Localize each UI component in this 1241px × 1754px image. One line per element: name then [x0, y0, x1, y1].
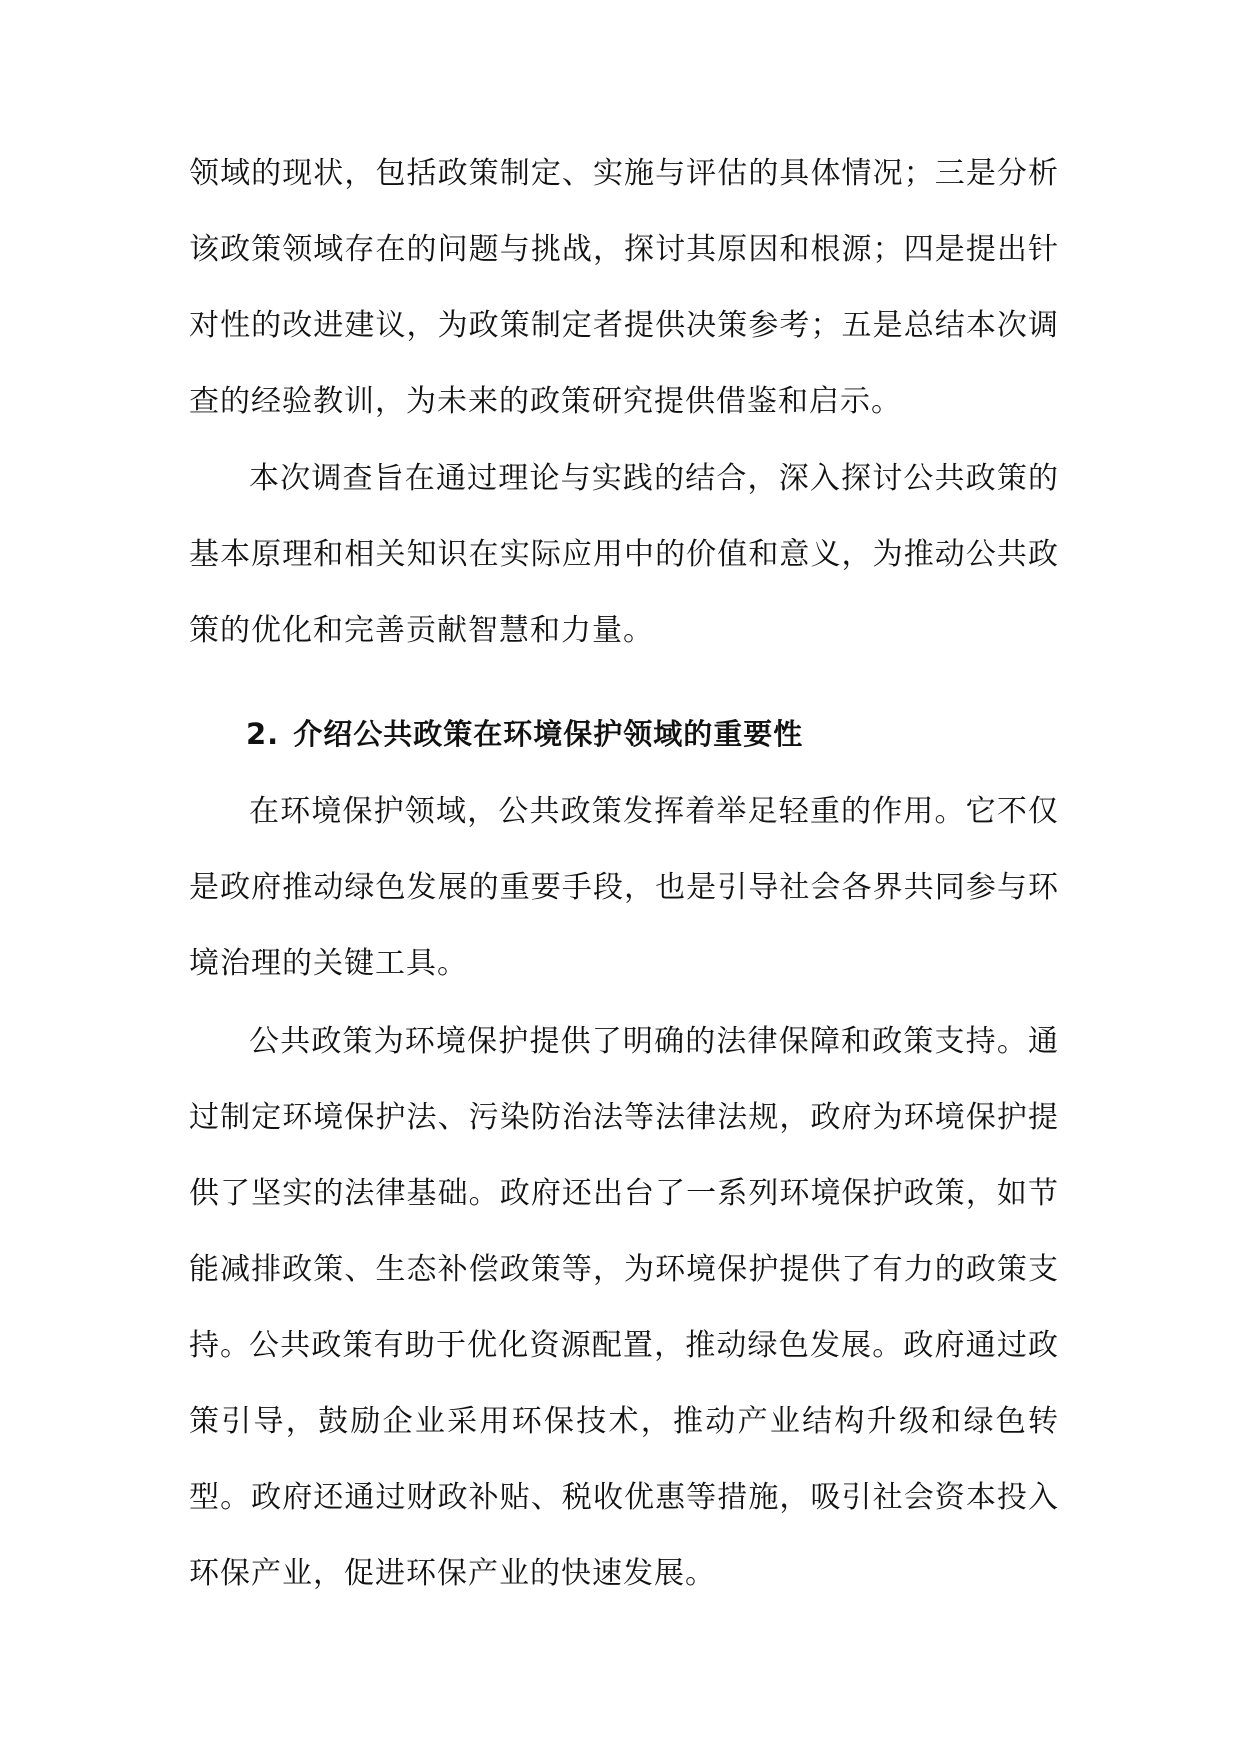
- paragraph-policy-role: 在环境保护领域，公共政策发挥着举足轻重的作用。它不仅是政府推动绿色发展的重要手段，也是引导社会各界共同参与环境治理的关键工具。: [189, 794, 1059, 981]
- section-number: 2.: [246, 717, 280, 751]
- section-title: 介绍公共政策在环境保护领域的重要性: [293, 717, 804, 751]
- paragraph-resource-allocation: 公共政策有助于优化资源配置，推动绿色发展。政府通过政策引导，鼓励企业采用环保技术，推动产业结构升级和绿色转型。政府还通过财政补贴、税收优惠等措施，吸引社会资本投入环保产业，促进环保产业的快速发展。: [189, 1328, 1059, 1591]
- paragraph-legal-support: 公共政策为环境保护提供了明确的法律保障和政策支持。通过制定环境保护法、污染防治法等法律法规，政府为环境保护提供了坚实的法律基础。政府还出台了一系列环境保护政策，如节能减排政策、生态补偿政策等，为环境保护提供了有力的政策支持。: [189, 1024, 1059, 1363]
- section-heading: [246, 708, 1046, 760]
- paragraph-continued-objectives: 领域的现状，包括政策制定、实施与评估的具体情况；三是分析该政策领域存在的问题与挑战，探讨其原因和根源；四是提出针对性的改进建议，为政策制定者提供决策参考；五是总结本次调查的经验教训，为未来的政策研究提供借鉴和启示。: [189, 156, 1059, 419]
- paragraph-survey-purpose: 本次调查旨在通过理论与实践的结合，深入探讨公共政策的基本原理和相关知识在实际应用中的价值和意义，为推动公共政策的优化和完善贡献智慧和力量。: [189, 461, 1059, 648]
